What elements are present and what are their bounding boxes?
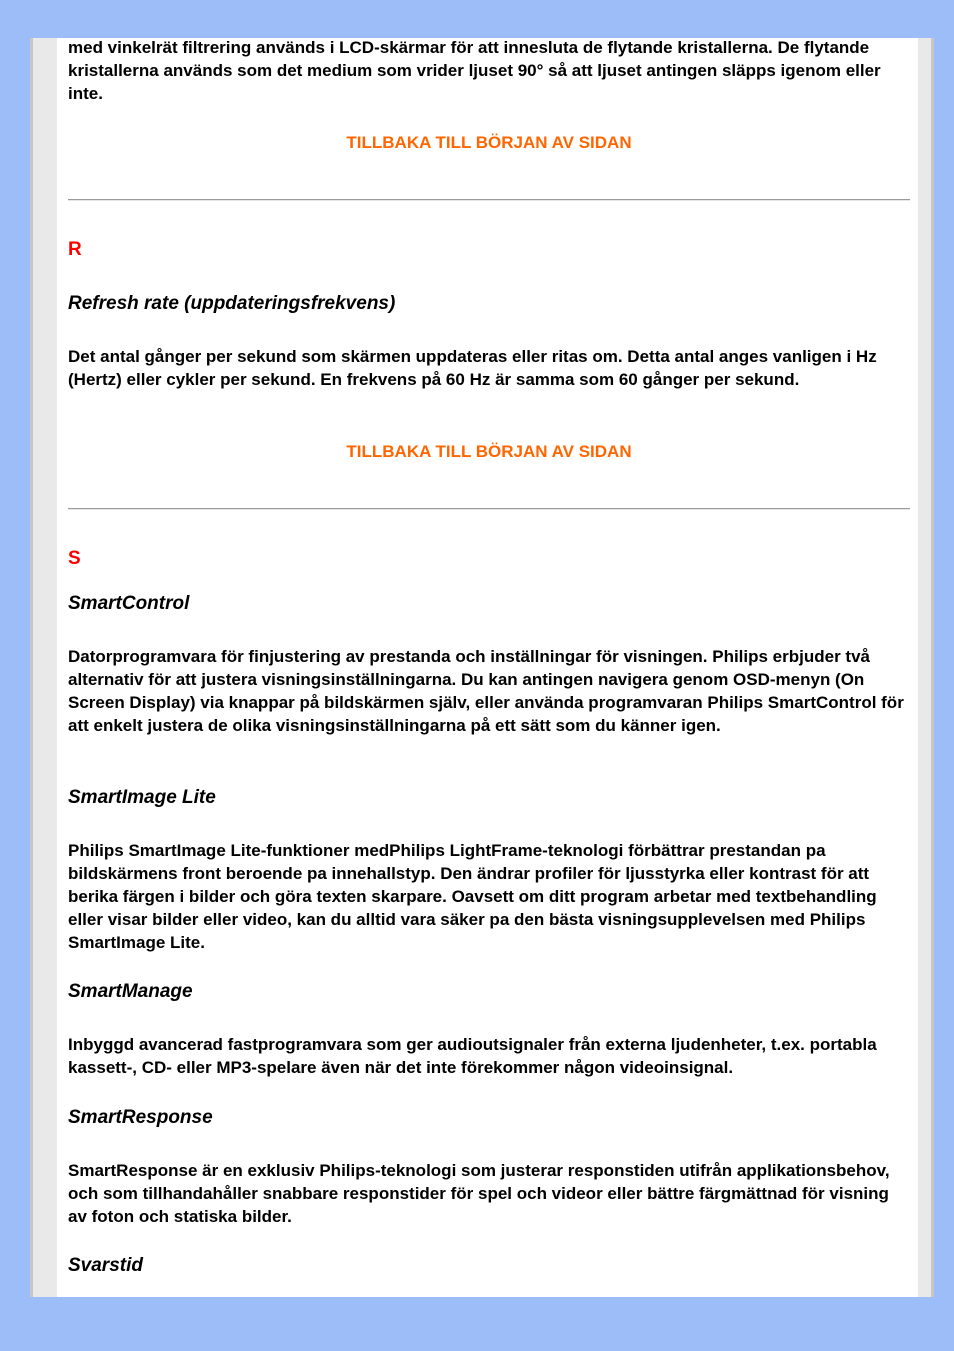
term-smartimage-lite: SmartImage Lite xyxy=(68,787,216,808)
section-letter-s: S xyxy=(68,548,81,569)
definition-smartmanage: Inbyggd avancerad fastprogramvara som ger audioutsignaler från externa ljudenheter, t.ex. portabla kassett-, CD- eller MP3-spelare även när det inte förekommer någon videoinsignal. xyxy=(68,1035,877,1077)
definition-refresh-rate: Det antal gånger per sekund som skärmen uppdateras eller ritas om. Detta antal anges vanligen i Hz (Hertz) eller cykler per sekund. En frekvens på 60 Hz är samma som 60 gånger per sekund. xyxy=(68,347,877,389)
term-smartmanage: SmartManage xyxy=(68,981,193,1002)
definition-smartimage-lite: Philips SmartImage Lite-funktioner medPhilips LightFrame-teknologi förbättrar prestandan pa bildskärmens front beroende pa innehallstyp. Den ändrar profiler för ljusstyrka eller kontrast för att berika färgen i bilder och göra texten skarpare. Oavsett om ditt program arbetar med textbehandling eller visar bilder eller video, kan du alltid vara säker pa den bästa visningsupplevelsen med Philips SmartImage Lite. xyxy=(68,841,877,952)
page-frame-right xyxy=(918,38,934,1297)
term-svarstid: Svarstid xyxy=(68,1255,143,1276)
term-refresh-rate: Refresh rate (uppdateringsfrekvens) xyxy=(68,293,396,314)
section-divider-2 xyxy=(68,508,910,510)
glossary-content xyxy=(57,38,918,1297)
term-smartcontrol: SmartControl xyxy=(68,593,190,614)
back-to-top-link-2[interactable]: TILLBAKA TILL BÖRJAN AV SIDAN xyxy=(346,442,632,461)
intro-paragraph: med vinkelrät filtrering används i LCD-skärmar för att innesluta de flytande kristallerna. De flytande kristallerna används som det medium som vrider ljuset 90° så att ljuset antingen släpps igenom eller inte. xyxy=(68,38,881,103)
section-letter-r: R xyxy=(68,239,82,260)
definition-smartcontrol: Datorprogramvara för finjustering av prestanda och inställningar för visningen. Philips erbjuder två alternativ för att justera visningsinställningarna. Du kan antingen navigera genom OSD-menyn (On Screen Display) via knappar på bildskärmen själv, eller använda programvaran Philips SmartControl för att enkelt justera de olika visningsinställningarna på ett sätt som du känner igen. xyxy=(68,647,904,735)
definition-smartresponse: SmartResponse är en exklusiv Philips-teknologi som justerar responstiden utifrån applikationsbehov, och som tillhandahåller snabbare responstider för spel och videor eller bättre färgmättnad för visning av foton och statiska bilder. xyxy=(68,1161,890,1226)
section-divider-1 xyxy=(68,199,910,201)
page-frame-left xyxy=(30,38,57,1297)
back-to-top-link-1[interactable]: TILLBAKA TILL BÖRJAN AV SIDAN xyxy=(346,133,632,152)
term-smartresponse: SmartResponse xyxy=(68,1107,213,1128)
